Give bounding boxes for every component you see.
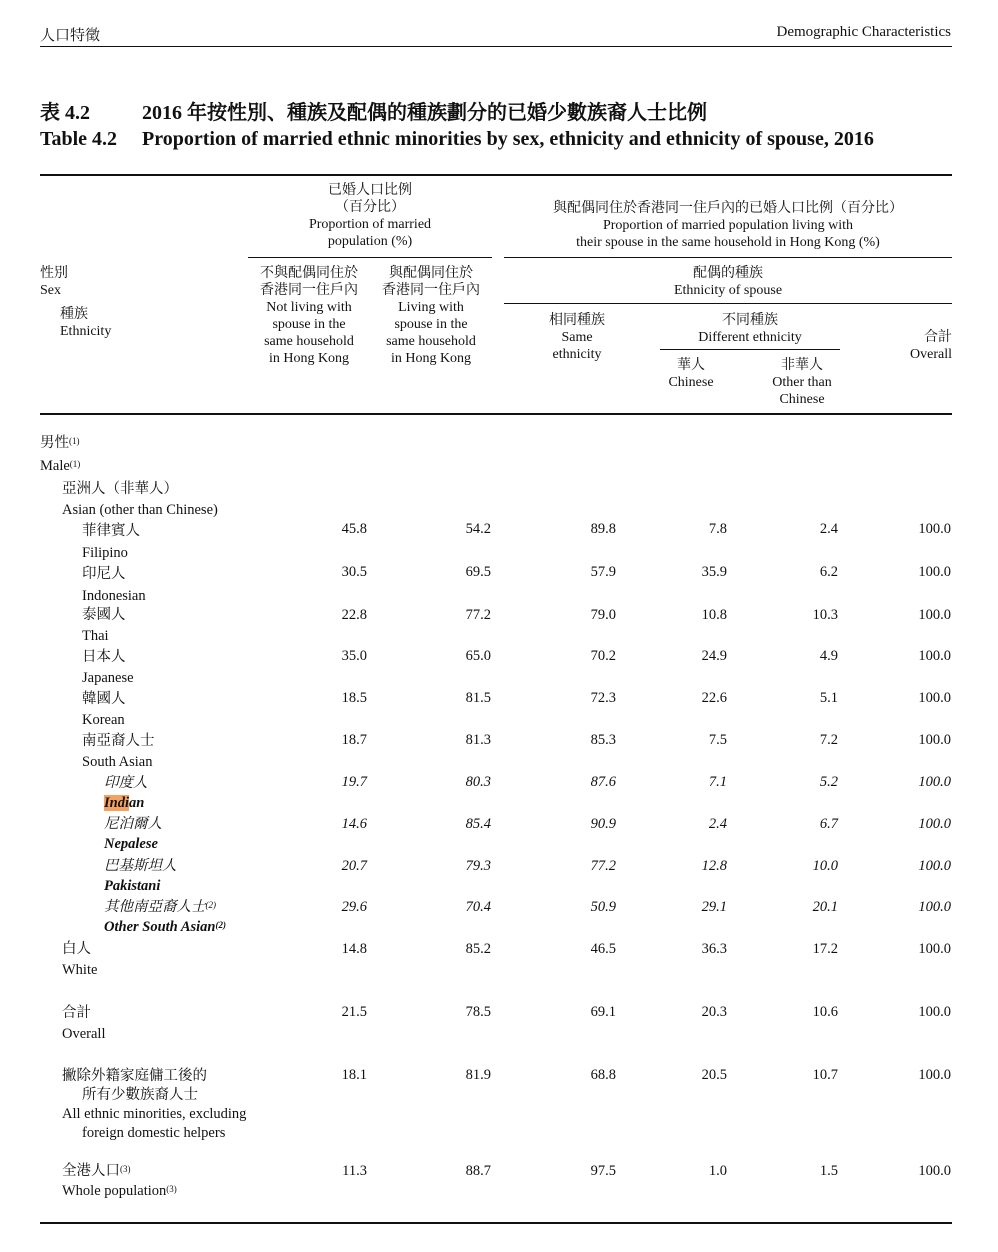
cell-thai-not-living: 22.8 <box>341 607 367 623</box>
table-bottom-rule <box>40 1222 952 1224</box>
row-nepalese-zh: 尼泊爾人 <box>104 816 162 832</box>
row-south-asian-en: South Asian <box>82 754 153 770</box>
sex-label-zh: 性別 <box>40 266 68 281</box>
cell-filipino-not-living: 45.8 <box>341 521 367 537</box>
cell-white-not-living: 14.8 <box>341 941 367 957</box>
cell-other-south-asian-same: 50.9 <box>590 899 616 915</box>
cell-overall-not-living: 21.5 <box>341 1004 367 1020</box>
male-label-zh <box>40 434 80 453</box>
row-excl-fdh-zh1: 撇除外籍家庭傭工後的 <box>62 1068 207 1084</box>
cell-nepalese-other: 6.7 <box>819 816 838 832</box>
cell-filipino-overall: 100.0 <box>918 521 951 537</box>
male-en-text: Male <box>40 458 70 474</box>
sex-label-en: Sex <box>40 283 61 298</box>
male-en-note: (1) <box>69 459 81 469</box>
indian-rest: an <box>129 795 145 811</box>
cell-indian-living: 80.3 <box>465 774 491 790</box>
spouse-ethnicity-rule <box>504 303 952 304</box>
cell-filipino-chinese: 7.8 <box>708 521 727 537</box>
col-living-en2: spouse in the <box>394 317 468 332</box>
cell-other-south-asian-chinese: 29.1 <box>701 899 727 915</box>
cell-indonesian-other: 6.2 <box>819 564 838 580</box>
group1-zh1: 已婚人口比例 <box>328 183 412 198</box>
cell-whole-pop-same: 97.5 <box>590 1163 616 1179</box>
different-ethnicity-rule <box>660 349 840 350</box>
cell-indonesian-not-living: 30.5 <box>341 564 367 580</box>
title-en-number: Table 4.2 <box>40 128 118 150</box>
male-zh-text: 男性 <box>40 435 69 451</box>
cell-indian-not-living: 19.7 <box>341 774 367 790</box>
cell-south-asian-other: 7.2 <box>819 732 838 748</box>
col-chinese <box>660 357 722 391</box>
cell-pakistani-chinese: 12.8 <box>701 858 727 874</box>
cell-other-south-asian-overall: 100.0 <box>918 899 951 915</box>
row-nepalese-en: Nepalese <box>104 836 158 852</box>
cell-overall-living: 78.5 <box>465 1004 491 1020</box>
asian-label-en: Asian (other than Chinese) <box>62 502 218 518</box>
whole-pop-zh-text: 全港人口 <box>62 1163 120 1179</box>
row-korean-en: Korean <box>82 712 125 728</box>
title-zh: 2016 年按性別、種族及配偶的種族劃分的已婚少數族裔人士比例 <box>142 102 707 124</box>
cell-overall-overall: 100.0 <box>918 1004 951 1020</box>
row-excl-fdh-en1: All ethnic minorities, excluding <box>62 1106 247 1122</box>
cell-japanese-other: 4.9 <box>819 648 838 664</box>
row-thai-zh: 泰國人 <box>82 607 126 623</box>
spouse-ethnicity-zh: 配偶的種族 <box>693 266 763 281</box>
spouse-ethnicity-header <box>504 265 952 299</box>
col-other-en1: Other than <box>772 375 832 390</box>
col-other-en2: Chinese <box>779 392 825 407</box>
cell-nepalese-same: 90.9 <box>590 816 616 832</box>
col-not-living-en2: spouse in the <box>272 317 346 332</box>
col-different-en: Different ethnicity <box>698 330 802 345</box>
col-not-living-zh2: 香港同一住戶內 <box>260 283 358 298</box>
col-same-ethnicity <box>536 312 618 363</box>
row-excl-fdh-en2: foreign domestic helpers <box>82 1125 226 1141</box>
cell-thai-same: 79.0 <box>590 607 616 623</box>
cell-overall-same: 69.1 <box>590 1004 616 1020</box>
group2-en2: their spouse in the same household in Hong Kong (%) <box>576 235 880 250</box>
cell-pakistani-not-living: 20.7 <box>341 858 367 874</box>
cell-pakistani-overall: 100.0 <box>918 858 951 874</box>
cell-korean-overall: 100.0 <box>918 690 951 706</box>
cell-other-south-asian-other: 20.1 <box>812 899 838 915</box>
col-living-en1: Living with <box>398 300 464 315</box>
cell-japanese-overall: 100.0 <box>918 648 951 664</box>
cell-white-same: 46.5 <box>590 941 616 957</box>
indian-highlight: Indi <box>104 795 129 811</box>
row-indian-en <box>104 794 144 813</box>
col-different-ethnicity <box>660 312 840 346</box>
group2-header <box>504 200 952 251</box>
header-rule <box>40 46 952 47</box>
col-other-zh: 非華人 <box>781 358 823 373</box>
cell-indian-same: 87.6 <box>590 774 616 790</box>
asian-label-zh: 亞洲人（非華人） <box>62 481 178 497</box>
group1-rule <box>248 257 492 258</box>
col-living <box>372 265 490 367</box>
col-not-living-en3: same household <box>264 334 354 349</box>
row-whole-pop-en <box>62 1182 177 1201</box>
cell-filipino-other: 2.4 <box>819 521 838 537</box>
col-chinese-en: Chinese <box>668 375 714 390</box>
cell-south-asian-same: 85.3 <box>590 732 616 748</box>
cell-korean-not-living: 18.5 <box>341 690 367 706</box>
cell-indonesian-chinese: 35.9 <box>701 564 727 580</box>
cell-thai-chinese: 10.8 <box>701 607 727 623</box>
row-overall-en: Overall <box>62 1026 106 1042</box>
col-other-than-chinese <box>752 357 852 408</box>
col-not-living-en1: Not living with <box>266 300 352 315</box>
row-thai-en: Thai <box>82 628 109 644</box>
cell-thai-other: 10.3 <box>812 607 838 623</box>
cell-excl-fdh-not-living: 18.1 <box>341 1067 367 1083</box>
cell-white-living: 85.2 <box>465 941 491 957</box>
cell-excl-fdh-other: 10.7 <box>812 1067 838 1083</box>
cell-south-asian-chinese: 7.5 <box>708 732 727 748</box>
cell-excl-fdh-living: 81.9 <box>465 1067 491 1083</box>
cell-whole-pop-not-living: 11.3 <box>342 1163 367 1179</box>
col-living-en3: same household <box>386 334 476 349</box>
cell-korean-chinese: 22.6 <box>701 690 727 706</box>
male-zh-note: (1) <box>69 436 80 446</box>
row-south-asian-zh: 南亞裔人士 <box>82 733 155 749</box>
col-overall-en: Overall <box>910 347 952 362</box>
row-indian-zh: 印度人 <box>104 775 148 791</box>
cell-whole-pop-other: 1.5 <box>819 1163 838 1179</box>
other-south-asian-en-note: (2) <box>215 920 226 930</box>
cell-korean-living: 81.5 <box>465 690 491 706</box>
row-indonesian-zh: 印尼人 <box>82 566 126 582</box>
group2-rule <box>504 257 952 258</box>
cell-filipino-same: 89.8 <box>590 521 616 537</box>
row-pakistani-zh: 巴基斯坦人 <box>104 858 177 874</box>
cell-thai-living: 77.2 <box>465 607 491 623</box>
cell-japanese-chinese: 24.9 <box>701 648 727 664</box>
header-bottom-rule <box>40 413 952 415</box>
title-en: Proportion of married ethnic minorities by sex, ethnicity and ethnicity of spouse, 2016 <box>142 128 874 150</box>
cell-overall-chinese: 20.3 <box>701 1004 727 1020</box>
row-other-south-asian-en <box>104 918 226 937</box>
group1-header <box>248 182 492 250</box>
cell-other-south-asian-not-living: 29.6 <box>341 899 367 915</box>
row-overall-zh: 合計 <box>62 1005 91 1021</box>
header-right: Demographic Characteristics <box>776 24 951 40</box>
col-same-zh: 相同種族 <box>549 313 605 328</box>
other-south-asian-zh-note: (2) <box>205 900 216 910</box>
group2-zh: 與配偶同住於香港同一住戶內的已婚人口比例（百分比） <box>553 201 903 216</box>
cell-thai-overall: 100.0 <box>918 607 951 623</box>
cell-overall-other: 10.6 <box>812 1004 838 1020</box>
group1-zh2: （百分比） <box>335 200 405 215</box>
cell-korean-other: 5.1 <box>819 690 838 706</box>
row-pakistani-en: Pakistani <box>104 878 161 894</box>
cell-white-other: 17.2 <box>812 941 838 957</box>
col-same-en2: ethnicity <box>552 347 602 362</box>
row-filipino-en: Filipino <box>82 545 128 561</box>
cell-whole-pop-chinese: 1.0 <box>708 1163 727 1179</box>
row-korean-zh: 韓國人 <box>82 691 126 707</box>
other-south-asian-en-text: Other South Asian <box>104 919 216 935</box>
ethnicity-label-zh: 種族 <box>60 307 88 322</box>
row-indonesian-en: Indonesian <box>82 588 146 604</box>
cell-whole-pop-overall: 100.0 <box>918 1163 951 1179</box>
row-other-south-asian-zh <box>104 898 216 917</box>
whole-pop-en-text: Whole population <box>62 1183 167 1199</box>
row-filipino-zh: 菲律賓人 <box>82 523 140 539</box>
cell-pakistani-living: 79.3 <box>465 858 491 874</box>
col-not-living-zh1: 不與配偶同住於 <box>260 266 358 281</box>
col-not-living <box>250 265 368 367</box>
cell-other-south-asian-living: 70.4 <box>465 899 491 915</box>
cell-white-chinese: 36.3 <box>701 941 727 957</box>
cell-indonesian-same: 57.9 <box>590 564 616 580</box>
cell-indonesian-living: 69.5 <box>465 564 491 580</box>
row-whole-pop-zh <box>62 1162 131 1181</box>
col-chinese-zh: 華人 <box>677 358 705 373</box>
cell-nepalese-living: 85.4 <box>465 816 491 832</box>
col-living-zh2: 香港同一住戶內 <box>382 283 480 298</box>
cell-indian-chinese: 7.1 <box>708 774 727 790</box>
col-same-en1: Same <box>561 330 593 345</box>
group1-en2: population (%) <box>327 234 413 249</box>
cell-white-overall: 100.0 <box>918 941 951 957</box>
cell-japanese-living: 65.0 <box>465 648 491 664</box>
cell-south-asian-not-living: 18.7 <box>341 732 367 748</box>
col-not-living-en4: in Hong Kong <box>268 351 350 366</box>
cell-pakistani-other: 10.0 <box>812 858 838 874</box>
cell-indonesian-overall: 100.0 <box>918 564 951 580</box>
col-overall-zh: 合計 <box>924 330 952 345</box>
col-overall <box>880 329 952 363</box>
row-japanese-zh: 日本人 <box>82 649 126 665</box>
col-different-zh: 不同種族 <box>722 313 778 328</box>
row-excl-fdh-zh2: 所有少數族裔人士 <box>82 1087 198 1103</box>
cell-indian-other: 5.2 <box>819 774 838 790</box>
row-white-zh: 白人 <box>62 941 91 957</box>
header-left: 人口特徵 <box>40 28 101 44</box>
cell-south-asian-overall: 100.0 <box>918 732 951 748</box>
cell-whole-pop-living: 88.7 <box>465 1163 491 1179</box>
cell-excl-fdh-same: 68.8 <box>590 1067 616 1083</box>
cell-pakistani-same: 77.2 <box>590 858 616 874</box>
table-top-rule <box>40 174 952 176</box>
cell-japanese-not-living: 35.0 <box>341 648 367 664</box>
col-living-zh1: 與配偶同住於 <box>389 266 473 281</box>
group1-en1: Proportion of married <box>308 217 432 232</box>
cell-nepalese-overall: 100.0 <box>918 816 951 832</box>
whole-pop-en-note: (3) <box>166 1184 177 1194</box>
whole-pop-zh-note: (3) <box>120 1164 131 1174</box>
other-south-asian-zh-text: 其他南亞裔人士 <box>104 899 206 915</box>
row-japanese-en: Japanese <box>82 670 134 686</box>
ethnicity-label-en: Ethnicity <box>60 324 112 339</box>
spouse-ethnicity-en: Ethnicity of spouse <box>673 283 783 298</box>
cell-nepalese-chinese: 2.4 <box>708 816 727 832</box>
row-white-en: White <box>62 962 98 978</box>
cell-excl-fdh-chinese: 20.5 <box>701 1067 727 1083</box>
cell-japanese-same: 70.2 <box>590 648 616 664</box>
cell-excl-fdh-overall: 100.0 <box>918 1067 951 1083</box>
male-label-en <box>40 457 80 476</box>
cell-korean-same: 72.3 <box>590 690 616 706</box>
title-zh-number: 表 4.2 <box>40 102 90 124</box>
cell-south-asian-living: 81.3 <box>465 732 491 748</box>
cell-nepalese-not-living: 14.6 <box>341 816 367 832</box>
cell-indian-overall: 100.0 <box>918 774 951 790</box>
cell-filipino-living: 54.2 <box>465 521 491 537</box>
group2-en1: Proportion of married population living with <box>602 218 854 233</box>
col-living-en4: in Hong Kong <box>390 351 472 366</box>
